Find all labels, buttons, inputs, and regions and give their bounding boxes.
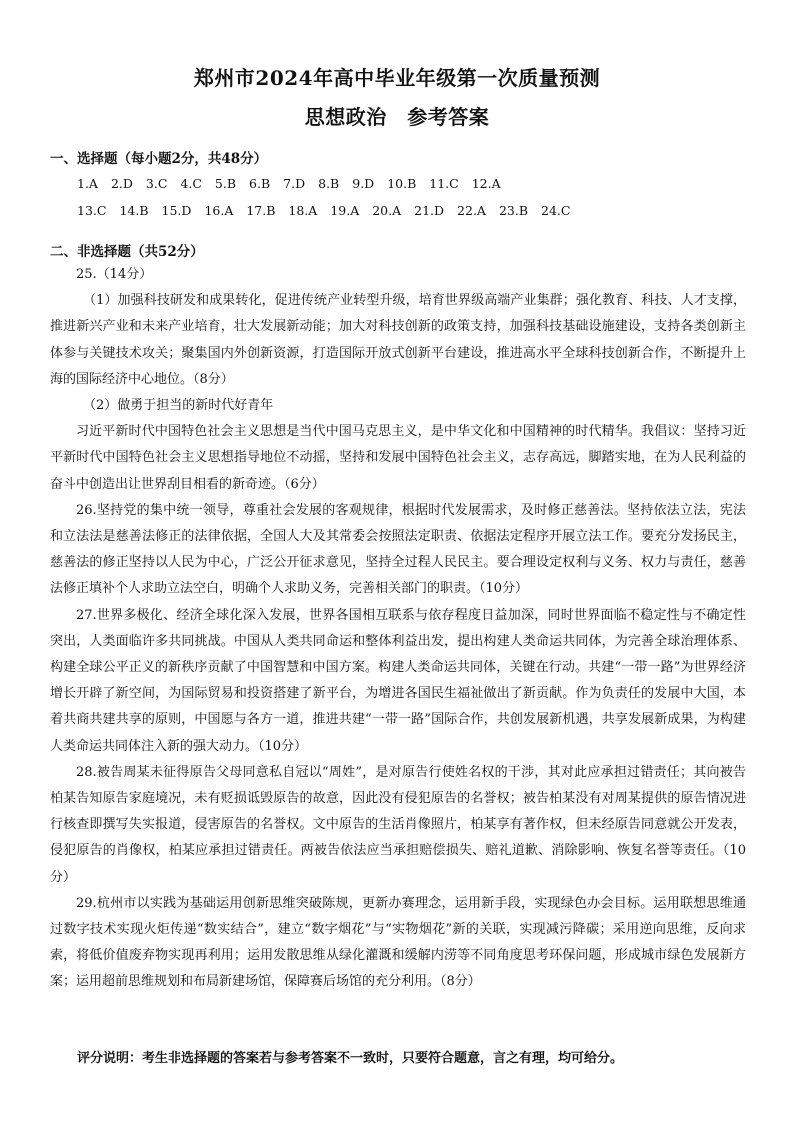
- answer-item: 10.B: [387, 176, 417, 191]
- answer-item: 13.C: [77, 203, 107, 218]
- answer-item: 15.D: [161, 203, 192, 218]
- page-title: 郑州市2024年高中毕业年级第一次质量预测: [193, 66, 601, 90]
- q29-answer: 29.杭州市以实践为基础运用创新思维突破陈规，更新办赛理念，运用新手段，实现绿色办会目标。运用联想思维通过数字技术实现火炬传递“数实结合”，建立“数字烟花”与“实物烟花”新的关联，实现减污降碳；采用逆向思维，反向求索，将低价值废弃物实现再利用；运用发散思维从绿化灌溉和缓解内涝等不同角度思考环保问题，形成城市绿色发展新方案；运用超前思维规划和布局新建场馆，保障赛后场馆的充分利用。（8分）: [50, 895, 746, 990]
- q26-answer: 26.坚持党的集中统一领导，尊重社会发展的客观规律，根据时代发展需求，及时修正慈善法。坚持依法立法，宪法和立法法是慈善法修正的法律依据，全国人大及其常委会按照法定职责、依据法定程序开展立法工作。要充分发扬民主，慈善法的修正坚持以人民为中心，广泛公开征求意见，坚持全过程人民民主。要合理设定权利与义务、权力与责任，慈善法修正填补个人求助立法空白，明确个人求助义务，完善相关部门的职责。（10分）: [50, 502, 746, 597]
- section2-heading: 二、非选择题（共52分）: [50, 244, 204, 260]
- answer-item: 16.A: [204, 203, 234, 218]
- answer-item: 11.C: [429, 176, 459, 191]
- answer-item: 6.B: [249, 176, 271, 191]
- section2-body: [50, 262, 746, 996]
- answer-item: 1.A: [77, 176, 98, 191]
- answer-item: 17.B: [246, 203, 276, 218]
- answer-item: 21.D: [414, 203, 445, 218]
- answer-item: 22.A: [457, 203, 486, 218]
- answer-item: 8.B: [318, 176, 340, 191]
- answer-item: 9.D: [352, 176, 375, 191]
- answer-item: 4.C: [180, 176, 202, 191]
- q25-part2-heading: （2）做勇于担当的新时代好青年: [83, 398, 274, 414]
- answer-item: 19.A: [330, 203, 360, 218]
- answer-item: 18.A: [288, 203, 318, 218]
- answer-item: 24.C: [541, 203, 571, 218]
- answer-item: 5.B: [214, 176, 237, 191]
- answer-row-2: [77, 203, 717, 218]
- q25-part2: 习近平新时代中国特色社会主义思想是当代中国马克思主义，是中华文化和中国精神的时代精华。我倡议：坚持习近平新时代中国特色社会主义思想指导地位不动摇，坚持和发展中国特色社会主义，志存高远，脚踏实地，在为人民利益的奋斗中创造出让世界刮目相看的新奇迹。（6分）: [50, 424, 746, 492]
- answer-item: 12.A: [471, 176, 501, 191]
- q28-answer: 28.被告周某未征得原告父母同意私自冠以“周姓”，是对原告行使姓名权的干涉，其对此应承担过错责任；其向被告柏某告知原告家庭境况，未有贬损诋毁原告的故意，因此没有侵犯原告的名誉权；被告柏某没有对周某提供的原告情况进行核查即撰写失实报道，侵害原告的名誉权。文中原告的生活肖像照片，柏某享有著作权，但未经原告同意就公开发表，侵犯原告的肖像权，柏某应承担过错责任。两被告依法应当承担赔偿损失、赔礼道歉、消除影响、恢复名誉等责任。（10分）: [50, 764, 746, 885]
- answer-item: 20.A: [372, 203, 402, 218]
- answer-item: 23.B: [498, 203, 529, 218]
- answer-item: 14.B: [119, 203, 149, 218]
- answer-item: 2.D: [110, 176, 133, 191]
- page-subtitle: 思想政治 参考答案: [304, 105, 490, 129]
- answer-item: 3.C: [145, 176, 168, 191]
- answer-item: 7.D: [283, 176, 306, 191]
- q27-answer: 27.世界多极化、经济全球化深入发展，世界各国相互联系与依存程度日益加深，同时世界面临不稳定性与不确定性突出，人类面临许多共同挑战。中国从人类共同命运和整体利益出发，提出构建人类命运共同体，为完善全球治理体系、构建全球公平正义的新秩序贡献了中国智慧和中国方案。构建人类命运共同体，关键在行动。共建“一带一路”为世界经济增长开辟了新空间，为国际贸易和投资搭建了新平台，为增进各国民生福祉做出了新贡献。作为负责任的发展中大国，本着共商共建共享的原则，中国愿与各方一道，推进共建“一带一路”国际合作，共创发展新机遇，共享发展新成果，为构建人类命运共同体注入新的强大动力。（10分）: [50, 607, 746, 754]
- section1-heading: 一、选择题（每小题2分，共48分）: [50, 151, 268, 167]
- q25-heading: 25.（14分）: [76, 267, 153, 282]
- scoring-note: 评分说明：考生非选择题的答案若与参考答案不一致时，只要符合题意，言之有理，均可给分。: [77, 1051, 624, 1066]
- answer-row-1: [77, 176, 717, 191]
- q25-part1: （1）加强科技研发和成果转化，促进传统产业转型升级，培育世界级高端产业集群；强化教育、科技、人才支撑，推进新兴产业和未来产业培育，壮大发展新动能；加大对科技创新的政策支持，加强科技基础设施建设，支持各类创新主体参与关键技术攻关；聚集国内外创新资源，打造国际开放式创新平台建设，推进高水平全球科技创新合作，不断提升上海的国际经济中心地位。（8分）: [50, 293, 746, 387]
